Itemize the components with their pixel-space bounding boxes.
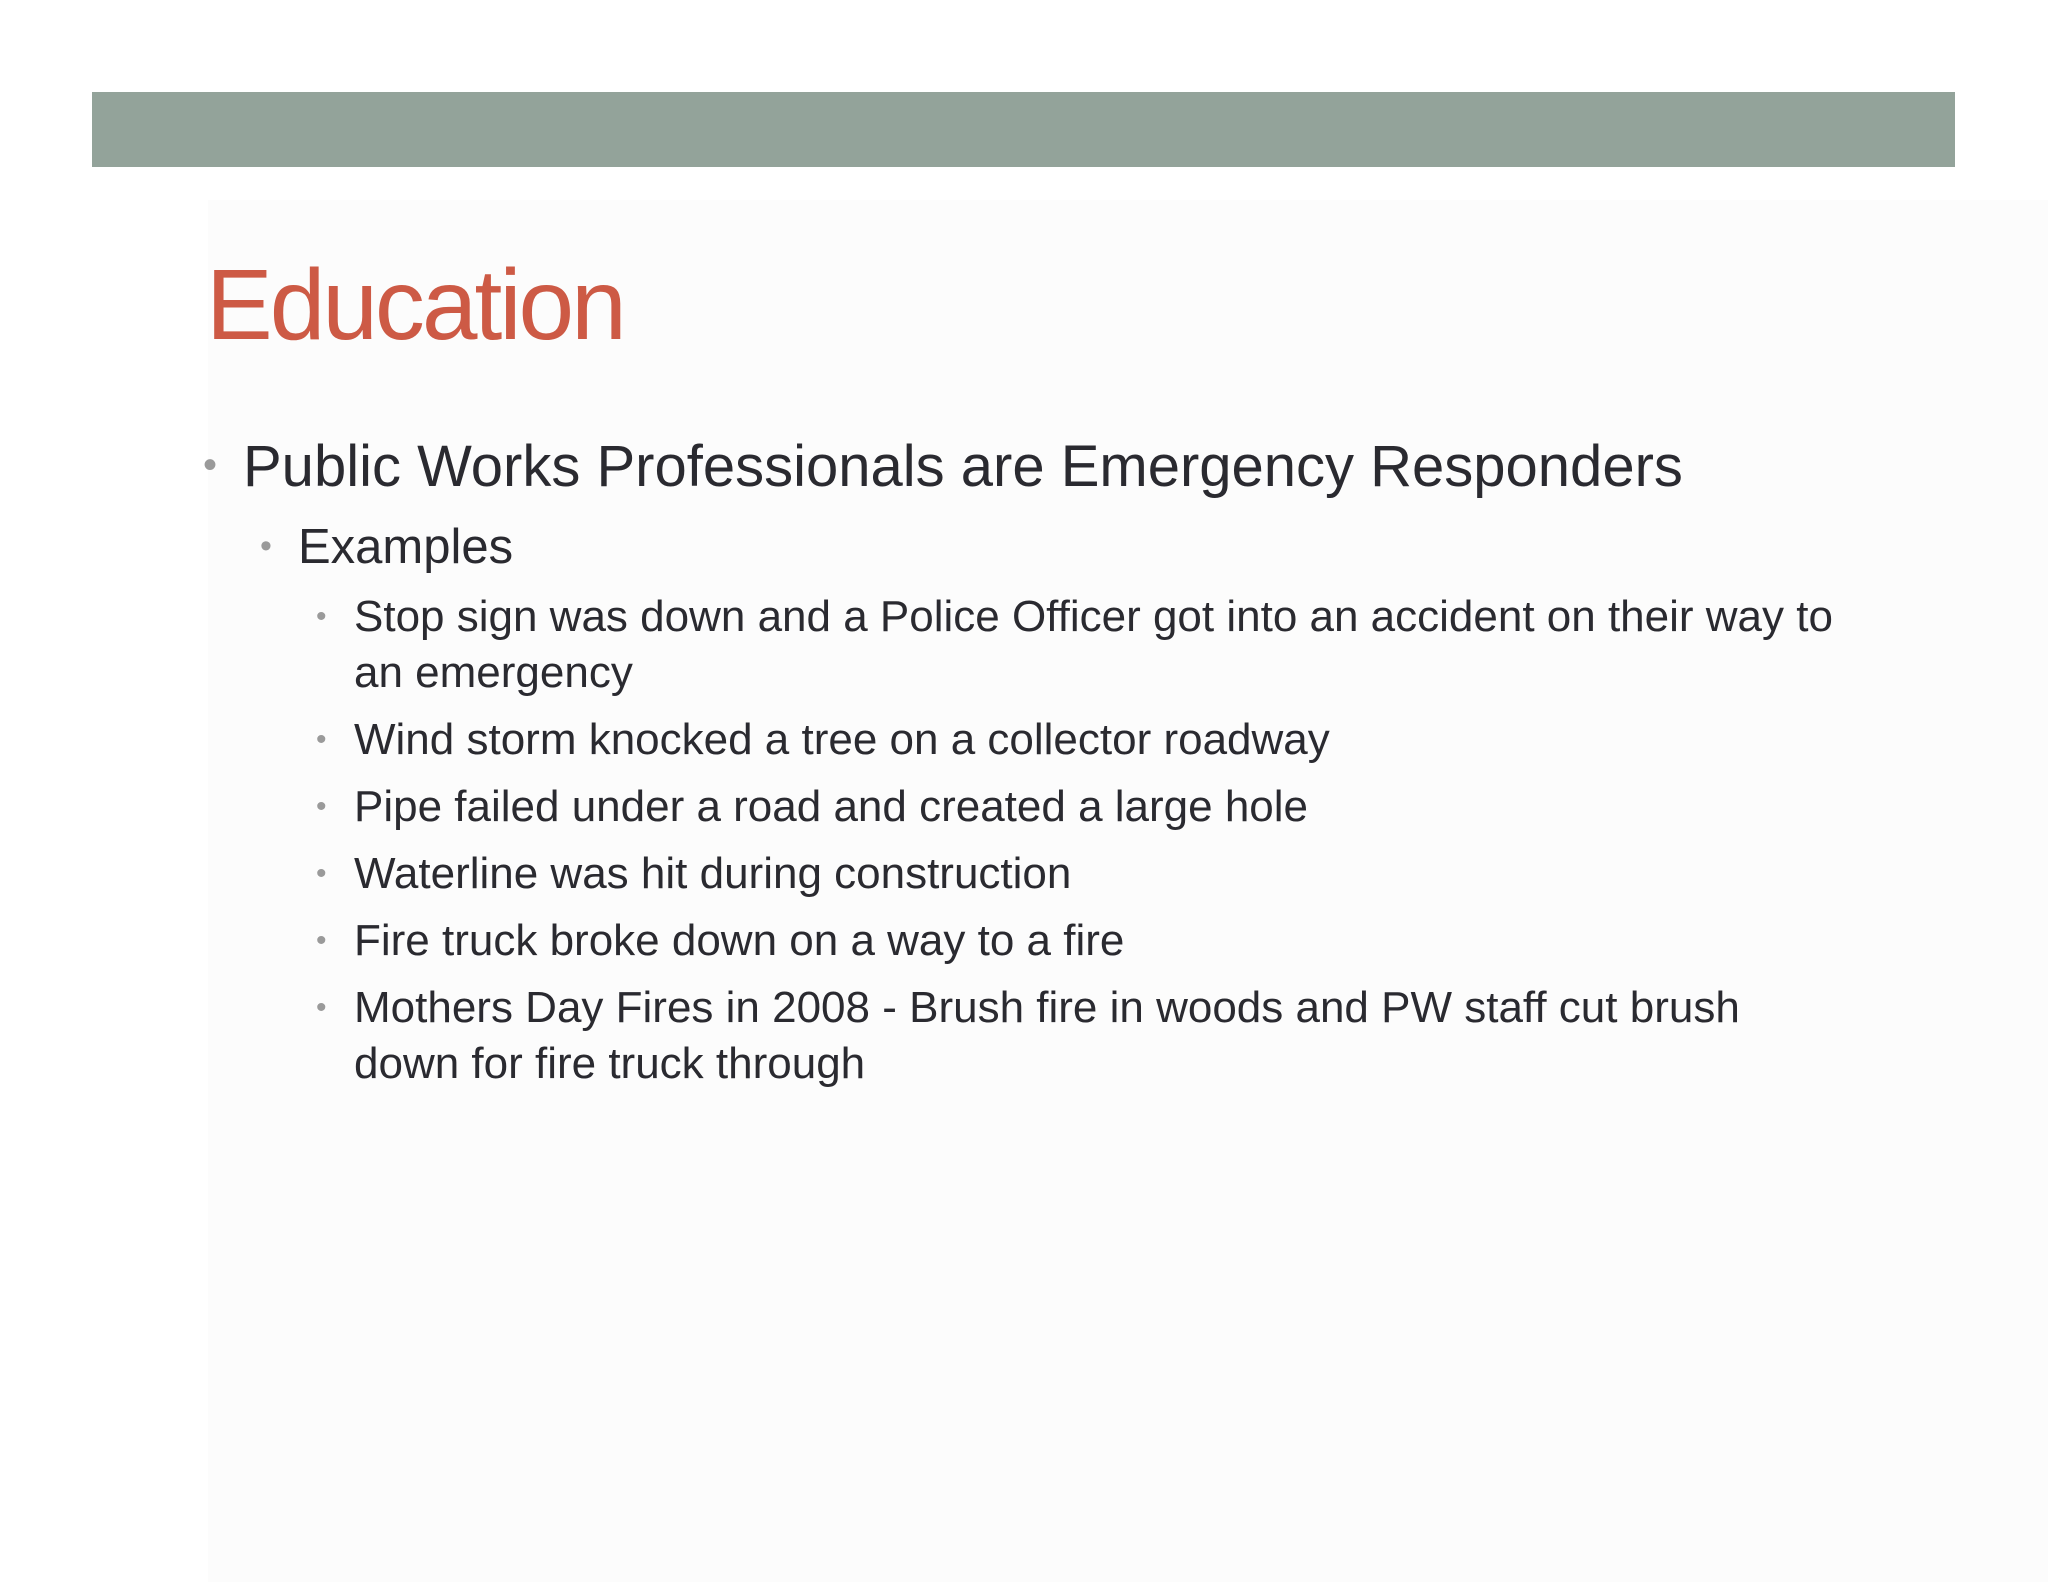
bullet-dot-icon: • <box>316 600 327 633</box>
bullet-level1 <box>203 432 1843 502</box>
bullet-level2-text: Examples <box>298 520 514 574</box>
bullet-level3-item <box>316 846 1834 902</box>
bullet-dot-icon: • <box>316 991 327 1024</box>
bullet-level3-text: Wind storm knocked a tree on a collector roadway <box>354 715 1330 764</box>
slide-title: Education <box>206 249 624 361</box>
bullet-level3-item <box>316 779 1834 835</box>
bullet-level3-item <box>316 589 1834 701</box>
bullet-level2 <box>260 517 1798 577</box>
bullet-level1-text: Public Works Professionals are Emergency Responders <box>243 434 1683 499</box>
bullet-dot-icon: • <box>316 723 327 756</box>
bullet-dot-icon: • <box>316 790 327 823</box>
bullet-dot-icon: • <box>260 527 272 565</box>
bullet-level3-item <box>316 712 1834 768</box>
bullet-level3-text: Pipe failed under a road and created a large hole <box>354 782 1309 831</box>
bullet-level3-text: Waterline was hit during construction <box>354 849 1072 898</box>
bullet-level3-item <box>316 980 1834 1092</box>
bullet-dot-icon: • <box>203 443 218 487</box>
bullet-level3-text: Mothers Day Fires in 2008 - Brush fire in woods and PW staff cut brush down for fire truck through <box>354 983 1740 1088</box>
bullet-level3-text: Stop sign was down and a Police Officer got into an accident on their way to an emergency <box>354 592 1833 697</box>
header-accent-bar <box>92 92 1955 167</box>
bullet-dot-icon: • <box>316 857 327 890</box>
bullet-level3-text: Fire truck broke down on a way to a fire <box>354 916 1125 965</box>
bullet-level3-item <box>316 913 1834 969</box>
bullet-dot-icon: • <box>316 924 327 957</box>
